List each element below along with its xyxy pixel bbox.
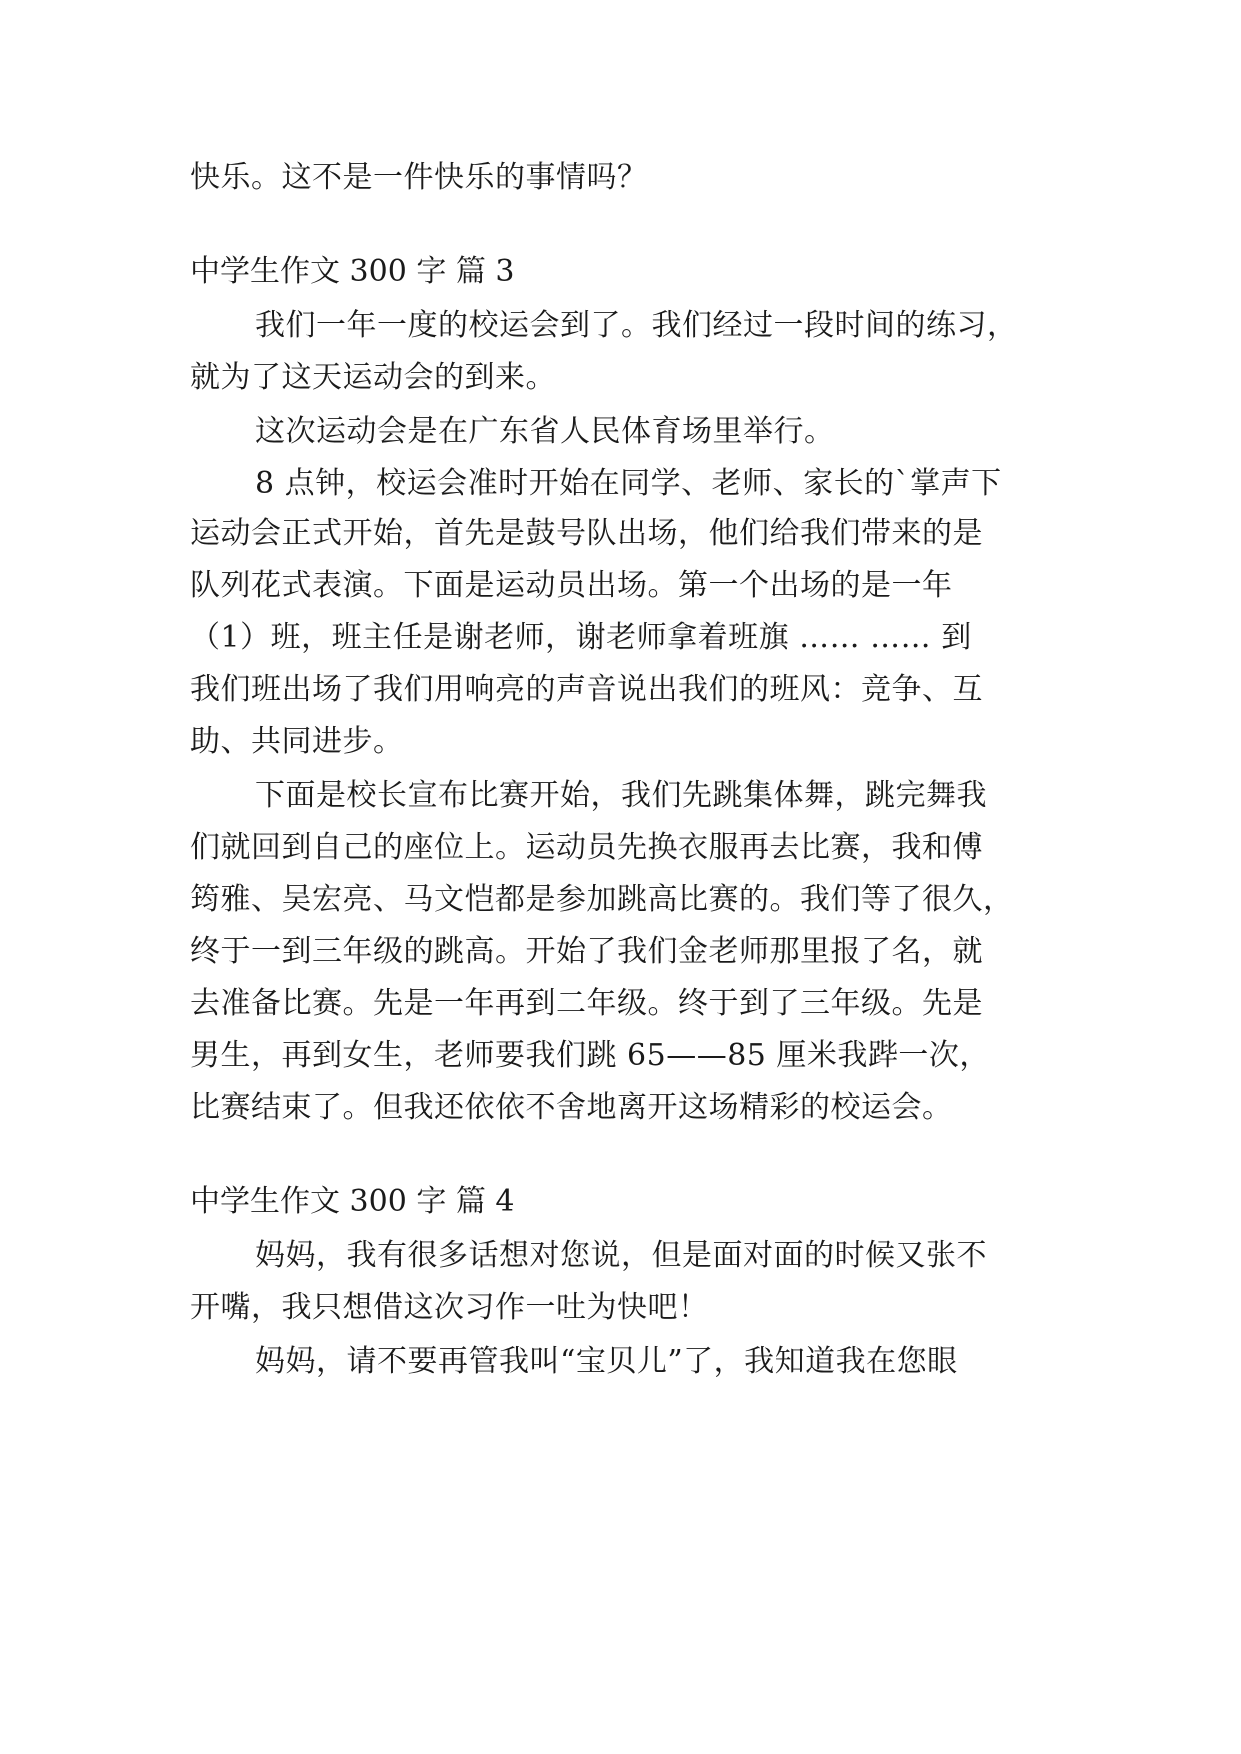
paragraph-line: （1）班，班主任是谢老师，谢老师拿着班旗 …… …… 到: [190, 620, 972, 655]
paragraph-line: 下面是校长宣布比赛开始，我们先跳集体舞，跳完舞我: [255, 778, 987, 813]
paragraph-line: 男生，再到女生，老师要我们跳 65——85 厘米我跸一次，: [190, 1038, 990, 1073]
paragraph-line: 我们班出场了我们用响亮的声音说出我们的班风：竞争、互: [190, 672, 983, 707]
paragraph-line: 开嘴，我只想借这次习作一吐为快吧！: [190, 1290, 709, 1325]
paragraph-line: 8 点钟，校运会准时开始在同学、老师、家长的`掌声下: [255, 466, 1002, 501]
paragraph-line: 妈妈，请不要再管我叫“宝贝儿”了，我知道我在您眼: [255, 1344, 958, 1379]
section-heading: 中学生作文 300 字 篇 3: [190, 254, 515, 289]
paragraph-line: 快乐。这不是一件快乐的事情吗？: [190, 160, 648, 195]
paragraph-line: 我们一年一度的校运会到了。我们经过一段时间的练习，: [255, 308, 1018, 343]
paragraph-line: 终于一到三年级的跳高。开始了我们金老师那里报了名，就: [190, 934, 983, 969]
paragraph-line: 队列花式表演。下面是运动员出场。第一个出场的是一年: [190, 568, 953, 603]
paragraph-line: 就为了这天运动会的到来。: [190, 360, 556, 395]
paragraph-line: 助、共同进步。: [190, 724, 404, 759]
paragraph-line: 妈妈，我有很多话想对您说，但是面对面的时候又张不: [255, 1238, 987, 1273]
section-heading: 中学生作文 300 字 篇 4: [190, 1184, 515, 1219]
paragraph-line: 运动会正式开始，首先是鼓号队出场，他们给我们带来的是: [190, 516, 983, 551]
paragraph-line: 这次运动会是在广东省人民体育场里举行。: [255, 414, 835, 449]
paragraph-line: 比赛结束了。但我还依依不舍地离开这场精彩的校运会。: [190, 1090, 953, 1125]
paragraph-line: 筠雅、吴宏亮、马文恺都是参加跳高比赛的。我们等了很久，: [190, 882, 1014, 917]
paragraph-line: 们就回到自己的座位上。运动员先换衣服再去比赛，我和傅: [190, 830, 983, 865]
paragraph-line: 去准备比赛。先是一年再到二年级。终于到了三年级。先是: [190, 986, 983, 1021]
